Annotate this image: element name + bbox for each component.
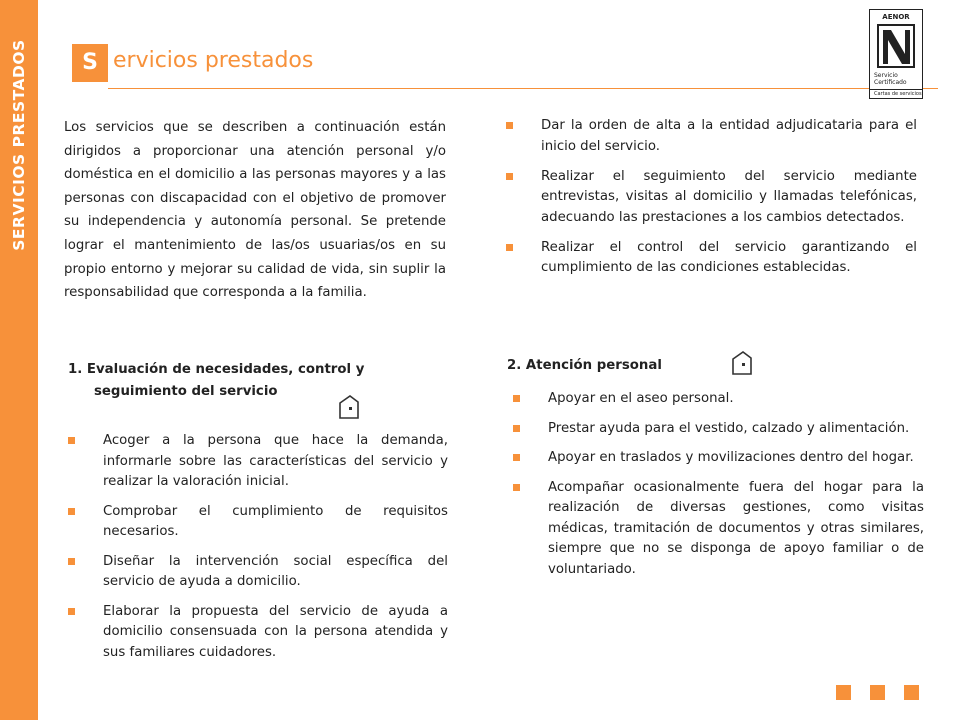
list-item: Apoyar en el aseo personal. <box>513 389 924 410</box>
logo-brand: AENOR <box>882 13 910 21</box>
square-bullet <box>506 122 513 129</box>
house-icon <box>729 350 753 376</box>
right-top-list <box>506 116 917 288</box>
logo-subcaption: Cartas de servicios <box>874 91 922 97</box>
list-item: Prestar ayuda para el vestido, calzado y alimentación. <box>513 419 924 440</box>
logo-caption: Servicio Certificado <box>874 72 907 86</box>
title-divider <box>108 88 938 89</box>
list-item: Comprobar el cumplimiento de requisitos necesarios. <box>68 502 448 543</box>
list-item: Diseñar la intervención social específica del servicio de ayuda a domicilio. <box>68 552 448 593</box>
list-item: Apoyar en traslados y movilizaciones dentro del hogar. <box>513 448 924 469</box>
square-bullet <box>513 454 520 461</box>
square-bullet <box>513 484 520 491</box>
list-item: Acompañar ocasionalmente fuera del hogar para la realización de diversas gestiones, como visitas médicas, tramitación de documentos y otras similares, siempre que no se disponga de apoyo familiar o de voluntariado. <box>513 478 924 581</box>
decorative-square <box>904 685 919 700</box>
logo-separator <box>870 89 922 90</box>
list-item: Elaborar la propuesta del servicio de ayuda a domicilio consensuada con la persona atendida y sus familiares cuidadores. <box>68 602 448 664</box>
section2-heading: 2. Atención personal <box>507 358 662 373</box>
square-bullet <box>68 508 75 515</box>
list-item: Realizar el seguimiento del servicio mediante entrevistas, visitas al domicilio y llamadas telefónicas, adecuando las prestaciones a los cambios detectados. <box>506 167 917 229</box>
sidebar-band <box>0 0 38 720</box>
list-item: Realizar el control del servicio garantizando el cumplimiento de las condiciones establecidas. <box>506 238 917 279</box>
square-bullet <box>513 395 520 402</box>
logo-n-mark <box>877 24 915 68</box>
decorative-square <box>836 685 851 700</box>
square-bullet <box>68 437 75 444</box>
square-bullet <box>513 425 520 432</box>
aenor-logo <box>869 9 923 99</box>
square-bullet <box>68 608 75 615</box>
section1-list <box>68 431 448 672</box>
sidebar-title: SERVICIOS PRESTADOS <box>10 39 28 251</box>
square-bullet <box>506 173 513 180</box>
list-item: Dar la orden de alta a la entidad adjudicataria para el inicio del servicio. <box>506 116 917 157</box>
page-title: ervicios prestados <box>113 48 314 73</box>
square-bullet <box>68 558 75 565</box>
section1-heading: 1. Evaluación de necesidades, control y seguimiento del servicio <box>68 362 365 399</box>
square-bullet <box>506 244 513 251</box>
house-icon <box>336 394 360 420</box>
intro-paragraph: Los servicios que se describen a continuación están dirigidos a proporcionar una atención personal y/o doméstica en el domicilio a las personas mayores y a las personas con discapacidad con el objetivo de promover su independencia y autonomía personal. Se pretende lograr el mantenimiento de las/os usuarias/os en su propio entorno y mejorar su calidad de vida, sin suplir la responsabilidad que corresponda a la familia. <box>64 120 446 301</box>
title-initial: S <box>72 44 108 82</box>
list-item: Acoger a la persona que hace la demanda, informarle sobre las características del servicio y realizar la valoración inicial. <box>68 431 448 493</box>
decorative-square <box>870 685 885 700</box>
section2-list <box>513 389 924 589</box>
